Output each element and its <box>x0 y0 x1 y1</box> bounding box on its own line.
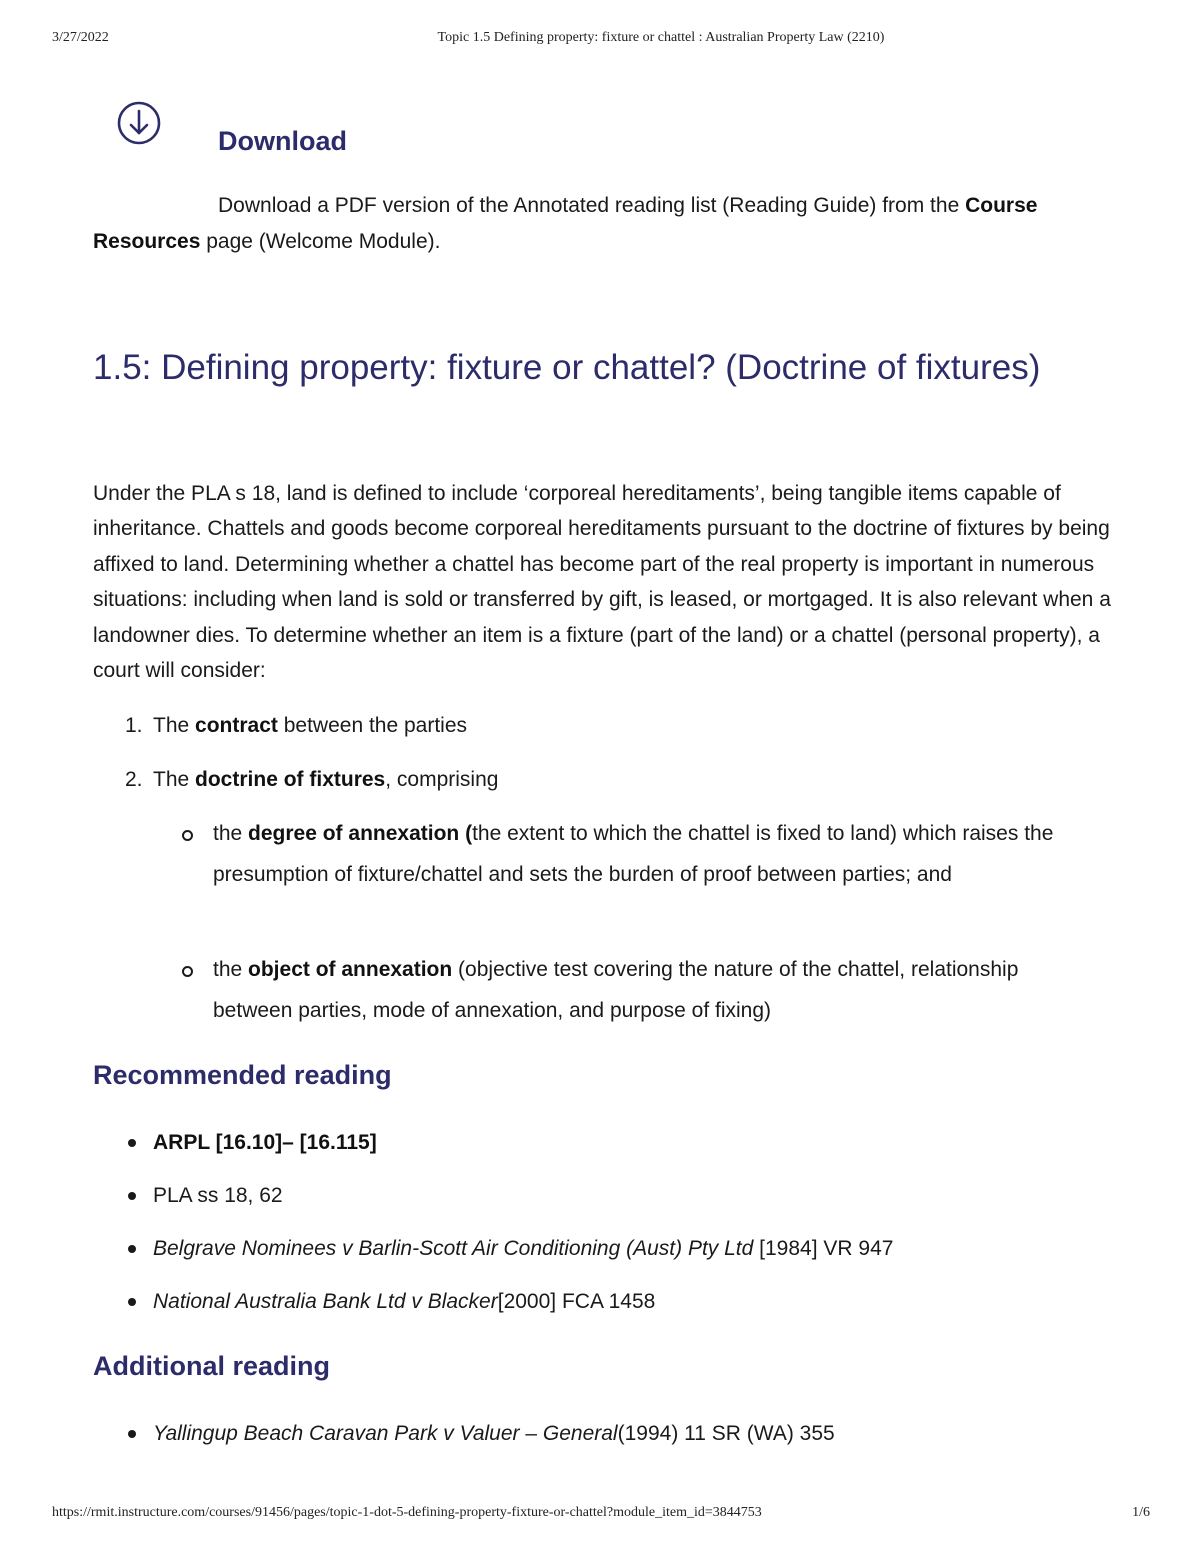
reading-bold: ARPL [16.10]– [16.115] <box>153 1131 377 1154</box>
bullet-icon <box>128 1298 136 1306</box>
reading-item <box>128 1125 377 1161</box>
course-resources-link[interactable]: Course Resources <box>93 194 1038 253</box>
bullet-icon <box>128 1192 136 1200</box>
list-text: between the parties <box>277 714 468 737</box>
download-text-part: page (Welcome Module). <box>200 230 441 253</box>
sublist-item <box>186 813 1066 895</box>
download-description <box>93 188 1113 260</box>
sublist-item <box>186 949 1066 1031</box>
page-title: 1.5: Defining property: fixture or chattel? (Doctrine of fixtures) <box>93 348 1041 387</box>
download-text-part: Download a PDF version of the Annotated reading list (Reading Guide) from the <box>218 194 966 217</box>
print-title: Topic 1.5 Defining property: fixture or chattel : Australian Property Law (2210) <box>437 30 885 45</box>
citation: (1994) 11 SR (WA) 355 <box>617 1422 835 1445</box>
case-name: Belgrave Nominees v Barlin-Scott Air Conditioning (Aust) Pty Ltd <box>153 1237 754 1260</box>
reading-item <box>128 1284 655 1320</box>
citation: [2000] FCA 1458 <box>497 1290 656 1313</box>
case-name: National Australia Bank Ltd v Blacker <box>153 1290 498 1313</box>
list-item <box>125 708 467 744</box>
download-heading: Download <box>218 126 347 156</box>
list-item <box>125 762 498 798</box>
page-number: 1/6 <box>1132 1505 1150 1520</box>
recommended-reading-heading: Recommended reading <box>93 1060 392 1090</box>
download-icon[interactable] <box>116 100 162 146</box>
reading-item <box>128 1416 835 1452</box>
sublist-text: the extent to which the chattel is fixed to land) which raises the presumption of fixture/chattel and sets the burden of proof between parties; and <box>213 822 1054 886</box>
print-date: 3/27/2022 <box>52 30 109 45</box>
reading-item <box>128 1231 893 1267</box>
sublist-text: the <box>213 958 249 981</box>
case-name: Yallingup Beach Caravan Park v Valuer – General <box>153 1422 618 1445</box>
reading-item <box>128 1178 283 1214</box>
additional-reading-heading: Additional reading <box>93 1351 331 1381</box>
reading-text: PLA ss 18, 62 <box>153 1184 283 1207</box>
page-url: https://rmit.instructure.com/courses/91456/pages/topic-1-dot-5-defining-property-fixture-or-chattel?module_item_id=3844753 <box>52 1505 762 1520</box>
bullet-icon <box>128 1245 136 1253</box>
intro-paragraph: Under the PLA s 18, land is defined to include ‘corporeal hereditaments’, being tangible items capable of inheritance. Chattels and goods become corporeal hereditaments pursuant to the doctrine of fixtures by being affixed to land. Determining whether a chattel has become part of the real property is important in numerous situations: including when land is sold or transferred by gift, is leased, or mortgaged. It is also relevant when a landowner dies. To determine whether an item is a fixture (part of the land) or a chattel (personal property), a court will consider: <box>93 482 1111 683</box>
sublist-text: (objective test covering the nature of the chattel, relationship between parties, mode of annexation, and purpose of fixing) <box>213 958 1019 1022</box>
list-text: The <box>153 714 196 737</box>
circle-bullet-icon <box>182 966 193 977</box>
list-text: , comprising <box>385 768 499 791</box>
citation: [1984] VR 947 <box>753 1237 894 1260</box>
list-bold: doctrine of fixtures <box>195 768 386 791</box>
bullet-icon <box>128 1430 136 1438</box>
list-number: 2. <box>125 768 143 791</box>
circle-bullet-icon <box>182 830 193 841</box>
list-bold: contract <box>195 714 278 737</box>
sublist-bold: degree of annexation ( <box>248 822 473 845</box>
sublist-bold: object of annexation <box>248 958 453 981</box>
sublist-text: the <box>213 822 249 845</box>
list-text: The <box>153 768 196 791</box>
bullet-icon <box>128 1139 136 1147</box>
list-number: 1. <box>125 714 143 737</box>
